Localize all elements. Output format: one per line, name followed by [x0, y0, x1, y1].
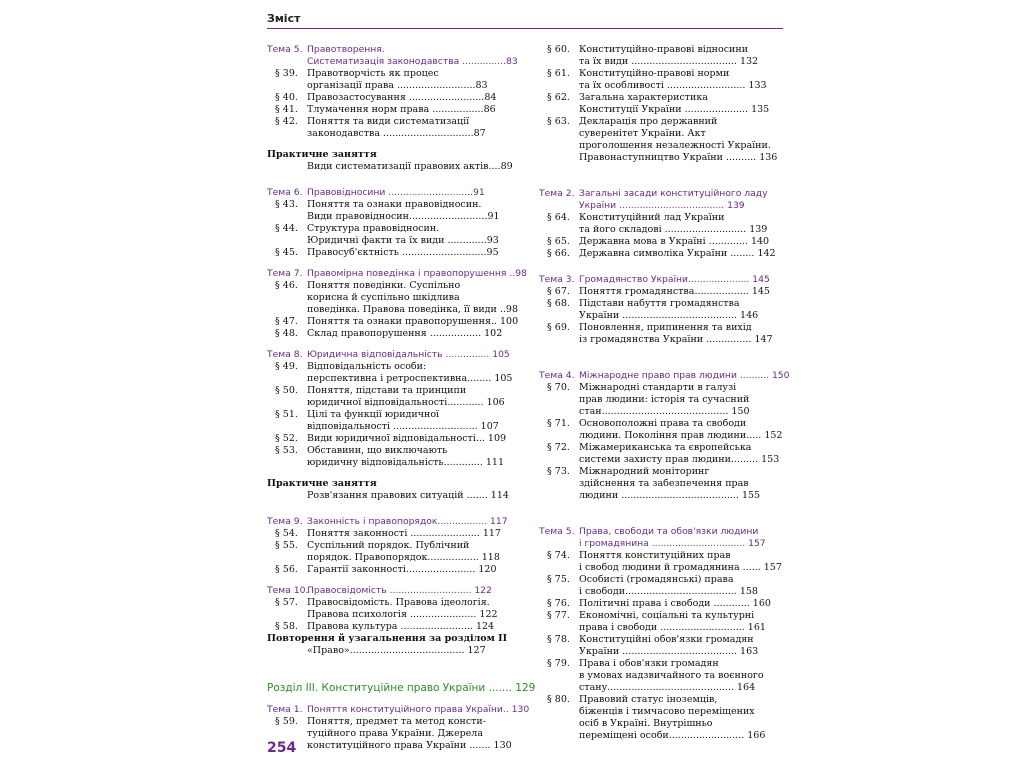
toc-section: [267, 621, 512, 633]
section-number: § 61.: [547, 68, 570, 79]
toc-section-continued: в умовах надзвичайного та воєнного: [579, 670, 764, 681]
toc-section-continued: Правова психологія ...................... 122: [307, 609, 498, 620]
section-title: Правовий статус іноземців,: [579, 694, 718, 705]
section-number-cell: [539, 466, 579, 478]
toc-section: [267, 564, 512, 576]
toc-section: [539, 634, 784, 646]
toc-section-continued: із громадянства України ............... 147: [579, 334, 773, 345]
toc-section: [539, 694, 784, 706]
section-number: § 75.: [547, 574, 570, 585]
section-number-cell: [267, 104, 307, 116]
toc-section-continued: системи захисту прав людини......... 153: [579, 454, 780, 465]
toc-section-continued: та їх особливості .......................... 133: [579, 80, 767, 91]
toc-topic: [267, 704, 530, 716]
section-title: Права і обов'язки громадян: [579, 658, 719, 669]
toc-section: [539, 92, 784, 104]
section-title: Поняття та види систематизації: [307, 116, 470, 127]
section-title: Поняття та ознаки правопорушення.. 100: [307, 316, 519, 327]
spacer: [267, 657, 512, 681]
section-number: § 71.: [547, 418, 570, 429]
toc-section: [539, 286, 784, 298]
section-number: § 44.: [275, 223, 298, 234]
toc-section-continued: біженців і тимчасово переміщених: [579, 706, 755, 717]
section-number: § 50.: [275, 385, 298, 396]
section-number-cell: [539, 212, 579, 224]
toc-section-continued: Юридичні факти та їх види .............93: [307, 235, 499, 246]
topic-number: Тема 10.: [267, 585, 309, 596]
toc-section-continued: конституційного права України ....... 130: [307, 740, 512, 751]
topic-number: Тема 5.: [267, 44, 303, 55]
section-title: Поняття громадянства.................. 145: [579, 286, 770, 297]
section-number: § 52.: [275, 433, 298, 444]
toc-topic: [539, 370, 790, 382]
section-title: Конституційний лад України: [579, 212, 725, 223]
section-number-cell: [267, 116, 307, 128]
topic-title: Права, свободи та обов'язки людини: [579, 526, 759, 537]
toc-topic-continued: України .................................... 139: [579, 200, 745, 211]
section-number: § 64.: [547, 212, 570, 223]
section-title: Підстави набуття громадянства: [579, 298, 740, 309]
section-number-cell: [267, 621, 307, 633]
toc-practical-title: Види систематизації правових актів....89: [307, 161, 513, 172]
spacer: [267, 140, 512, 149]
toc-section: [267, 409, 512, 421]
section-number-cell: [267, 328, 307, 340]
toc-section-continued: та їх види ................................... 132: [579, 56, 759, 67]
section-title: Суспільний порядок. Публічний: [307, 540, 470, 551]
section-number-cell: [539, 116, 579, 128]
section-number: § 39.: [275, 68, 298, 79]
toc-section-continued: туційного права України. Джерела: [307, 728, 483, 739]
toc-section: [267, 328, 512, 340]
section-number: § 42.: [275, 116, 298, 127]
section-title: Поняття та ознаки правовідносин.: [307, 199, 482, 210]
toc-section-continued: прав людини: історія та сучасний: [579, 394, 750, 405]
topic-title: Законність і правопорядок................. 117: [307, 516, 508, 527]
section-number-cell: [539, 658, 579, 670]
section-title: Поновлення, припинення та вихід: [579, 322, 752, 333]
toc-column-right: [539, 44, 790, 742]
spacer: [267, 469, 512, 478]
header-rule: [267, 28, 783, 29]
section-number-cell: [539, 68, 579, 80]
section-number: § 49.: [275, 361, 298, 372]
section-number-cell: [539, 92, 579, 104]
section-number: § 73.: [547, 466, 570, 477]
section-number: § 80.: [547, 694, 570, 705]
spacer: [267, 340, 512, 349]
toc-section: [539, 298, 784, 310]
toc-section-continued: юридичної відповідальності............ 106: [307, 397, 505, 408]
section-number-cell: [267, 597, 307, 609]
section-title: Міжамериканська та європейська: [579, 442, 752, 453]
spacer: [539, 502, 784, 526]
section-title: Поняття конституційних прав: [579, 550, 731, 561]
toc-section: [267, 716, 512, 728]
toc-section: [267, 247, 512, 259]
toc-practical: Практичне заняття: [267, 149, 377, 160]
toc-topic: [267, 516, 512, 528]
toc-section: [539, 382, 784, 394]
section-number: § 65.: [547, 236, 570, 247]
section-number-cell: [539, 574, 579, 586]
toc-section-continued: і свободи..................................... 158: [579, 586, 758, 597]
toc-section-continued: права і свободи ............................ 161: [579, 622, 766, 633]
toc-section-continued: та його складові ........................... 139: [579, 224, 768, 235]
spacer: [539, 164, 784, 188]
section-title: Тлумачення норм права .................86: [307, 104, 496, 115]
toc-section-continued: України ...................................... 146: [579, 310, 759, 321]
section-title: Цілі та функції юридичної: [307, 409, 440, 420]
toc-section: [539, 44, 784, 56]
section-title: Правова культура ........................ 124: [307, 621, 495, 632]
toc-section: [539, 212, 784, 224]
section-title: Поняття, предмет та метод консти-: [307, 716, 486, 727]
toc-section-continued: проголошення незалежності України.: [579, 140, 771, 151]
section-number-cell: [267, 433, 307, 445]
section-number-cell: [539, 248, 579, 260]
section-title: Політичні права і свободи ............ 160: [579, 598, 771, 609]
toc-section-continued: юридичну відповідальність............. 111: [307, 457, 505, 468]
section-number: § 47.: [275, 316, 298, 327]
toc-topic-continued: Систематизація законодавства ...............83: [307, 56, 518, 67]
section-title: Поняття законності ....................... 117: [307, 528, 501, 539]
section-number: § 63.: [547, 116, 570, 127]
toc-section: [267, 199, 512, 211]
section-number: § 70.: [547, 382, 570, 393]
section-number-cell: [539, 418, 579, 430]
toc-section: [539, 658, 784, 670]
topic-number: Тема 7.: [267, 268, 303, 279]
toc-topic: [267, 187, 512, 199]
toc-section: [539, 610, 784, 622]
toc-section-continued: корисна й суспільно шкідлива: [307, 292, 460, 303]
spacer: [539, 346, 784, 370]
toc-section-continued: стан.......................................... 150: [579, 406, 750, 417]
topic-title: Громадянство України..................... 145: [579, 274, 770, 285]
section-number-cell: [267, 316, 307, 328]
toc-practical: Практичне заняття: [267, 478, 377, 489]
spacer: [539, 260, 784, 274]
toc-section: [539, 442, 784, 454]
toc-section: [267, 361, 512, 373]
toc-section-continued: стану.......................................... 164: [579, 682, 756, 693]
spacer: [267, 173, 512, 187]
toc-section-continued: Конституції України ..................... 135: [579, 104, 770, 115]
section-number-cell: [267, 247, 307, 259]
toc-section-continued: відповідальності ............................ 107: [307, 421, 499, 432]
section-number: § 72.: [547, 442, 570, 453]
section-number: § 58.: [275, 621, 298, 632]
spacer: [267, 502, 512, 516]
section-number-cell: [539, 598, 579, 610]
section-title: Економічні, соціальні та культурні: [579, 610, 755, 621]
section-number-cell: [267, 564, 307, 576]
toc-section-continued: і свобод людини й громадянина ...... 157: [579, 562, 782, 573]
toc-section: [267, 223, 512, 235]
section-title: Поняття, підстави та принципи: [307, 385, 467, 396]
section-title: Загальна характеристика: [579, 92, 708, 103]
toc-section: [539, 68, 784, 80]
section-number: § 74.: [547, 550, 570, 561]
section-number-cell: [539, 382, 579, 394]
section-number: § 54.: [275, 528, 298, 539]
section-number: § 41.: [275, 104, 298, 115]
toc-section-continued: людини ....................................... 155: [579, 490, 761, 501]
toc-section: [267, 445, 512, 457]
section-number-cell: [267, 223, 307, 235]
toc-section: [267, 316, 519, 328]
topic-title: Правосвідомість ............................ 122: [307, 585, 492, 596]
section-title: Правотворчість як процес: [307, 68, 439, 79]
toc-topic: [267, 268, 527, 280]
toc-section: [539, 466, 784, 478]
section-number-cell: [539, 694, 579, 706]
toc-section: [267, 280, 512, 292]
spacer: [267, 259, 512, 268]
toc-section: [539, 322, 784, 334]
section-title: Конституційно-правові відносини: [579, 44, 749, 55]
section-number-cell: [267, 716, 307, 728]
section-number-cell: [267, 540, 307, 552]
topic-title: Юридична відповідальність ............... 105: [307, 349, 510, 360]
toc-section: [539, 418, 784, 430]
toc-section: [539, 574, 784, 586]
toc-practical: Повторення й узагальнення за розділом II: [267, 633, 508, 644]
section-title: Державна символіка України ........ 142: [579, 248, 776, 259]
topic-number: Тема 3.: [539, 274, 575, 285]
toc-section-continued: Види правовідносин..........................91: [307, 211, 500, 222]
section-number-cell: [539, 322, 579, 334]
toc-section-continued: порядок. Правопорядок................. 118: [307, 552, 500, 563]
section-number-cell: [267, 280, 307, 292]
section-title: Міжнародні стандарти в галузі: [579, 382, 737, 393]
topic-number: Тема 8.: [267, 349, 303, 360]
section-title: Гарантії законності....................... 120: [307, 564, 497, 575]
section-number-cell: [539, 44, 579, 56]
toc-section: [539, 598, 784, 610]
toc-section-continued: суверенітет України. Акт: [579, 128, 706, 139]
toc-topic: [539, 526, 784, 538]
toc-topic: [267, 349, 512, 361]
toc-section: [539, 248, 784, 260]
section-number: § 53.: [275, 445, 298, 456]
toc-section: [267, 597, 512, 609]
section-number-cell: [539, 550, 579, 562]
section-number: § 45.: [275, 247, 298, 258]
topic-title: Загальні засади конституційного ладу: [579, 188, 768, 199]
toc-section: [267, 528, 512, 540]
toc-section: [267, 68, 512, 80]
section-number: § 67.: [547, 286, 570, 297]
toc-topic: [539, 274, 784, 286]
toc-section: [539, 236, 784, 248]
toc-section-continued: перспективна і ретроспективна........ 105: [307, 373, 513, 384]
section-number: § 59.: [275, 716, 298, 727]
page-header: Зміст: [267, 12, 301, 25]
section-number-cell: [539, 236, 579, 248]
spacer: [267, 576, 512, 585]
section-number: § 48.: [275, 328, 298, 339]
section-number-cell: [539, 610, 579, 622]
section-number: § 57.: [275, 597, 298, 608]
section-number-cell: [267, 199, 307, 211]
topic-title: Міжнародне право прав людини .......... 150: [579, 370, 790, 381]
toc-section-continued: поведінка. Правова поведінка, її види ..98: [307, 304, 518, 315]
section-number-cell: [267, 92, 307, 104]
topic-number: Тема 1.: [267, 704, 303, 715]
section-number: § 46.: [275, 280, 298, 291]
section-number: § 69.: [547, 322, 570, 333]
section-title: Міжнародний моніторинг: [579, 466, 710, 477]
section-number: § 55.: [275, 540, 298, 551]
toc-section: [267, 116, 512, 128]
section-title: Особисті (громадянські) права: [579, 574, 734, 585]
section-title: Структура правовідносин.: [307, 223, 440, 234]
toc-topic: [267, 44, 512, 56]
section-title: Правосвідомість. Правова ідеологія.: [307, 597, 490, 608]
toc-section-continued: України ...................................... 163: [579, 646, 759, 657]
topic-number: Тема 5.: [539, 526, 575, 537]
toc-section: [267, 540, 512, 552]
toc-section-continued: Правонаступництво України .......... 136: [579, 152, 778, 163]
section-number: § 77.: [547, 610, 570, 621]
section-title: Види юридичної відповідальності... 109: [307, 433, 507, 444]
section-number: § 56.: [275, 564, 298, 575]
section-number-cell: [267, 445, 307, 457]
section-number-cell: [267, 68, 307, 80]
section-number-cell: [539, 286, 579, 298]
section-title: Декларація про державний: [579, 116, 718, 127]
toc-topic: [539, 188, 784, 200]
section-number: § 68.: [547, 298, 570, 309]
section-title: Склад правопорушення ................. 102: [307, 328, 503, 339]
spacer: [267, 695, 512, 704]
section-number-cell: [267, 385, 307, 397]
section-number-cell: [539, 634, 579, 646]
section-title: Основоположні права та свободи: [579, 418, 747, 429]
section-number-cell: [267, 361, 307, 373]
section-number: § 78.: [547, 634, 570, 645]
section-title: Правозастосування .........................84: [307, 92, 497, 103]
toc-section: [267, 385, 512, 397]
toc-topic-continued: і громадянина ................................ 157: [579, 538, 766, 549]
section-title: Правосуб'єктність ............................95: [307, 247, 499, 258]
toc-column-left: [267, 44, 536, 752]
section-title: Поняття поведінки. Суспільно: [307, 280, 461, 291]
topic-title: Правовідносини .............................91: [307, 187, 485, 198]
section-number: § 76.: [547, 598, 570, 609]
toc-part-heading: Розділ III. Конституційне право України ....... 129: [267, 682, 536, 694]
topic-title: Правомірна поведінка і правопорушення ..98: [307, 268, 527, 279]
section-title: Обставини, що виключають: [307, 445, 448, 456]
toc-topic: [267, 585, 512, 597]
section-number-cell: [267, 528, 307, 540]
toc-section-continued: осіб в Україні. Внутрішньо: [579, 718, 713, 729]
toc-section-continued: організації права ..........................83: [307, 80, 488, 91]
toc-section: [267, 104, 512, 116]
section-number: § 40.: [275, 92, 298, 103]
toc-section: [267, 433, 512, 445]
topic-number: Тема 4.: [539, 370, 575, 381]
section-title: Конституційно-правові норми: [579, 68, 730, 79]
section-number: § 66.: [547, 248, 570, 259]
section-number: § 62.: [547, 92, 570, 103]
toc-section: [539, 550, 784, 562]
toc-section: [539, 116, 784, 128]
toc-section-continued: людини. Покоління прав людини..... 152: [579, 430, 783, 441]
toc-section-continued: законодавства ..............................87: [307, 128, 486, 139]
section-number-cell: [267, 409, 307, 421]
topic-number: Тема 9.: [267, 516, 303, 527]
toc-practical-title: Розв'язання правових ситуацій ....... 114: [307, 490, 509, 501]
section-number: § 79.: [547, 658, 570, 669]
toc-section: [267, 92, 512, 104]
section-number-cell: [539, 442, 579, 454]
topic-number: Тема 6.: [267, 187, 303, 198]
section-title: Державна мова в Україні ............. 140: [579, 236, 770, 247]
section-number: § 43.: [275, 199, 298, 210]
topic-number: Тема 2.: [539, 188, 575, 199]
section-title: Відповідальність особи:: [307, 361, 427, 372]
page-number: 254: [267, 740, 297, 756]
section-number: § 60.: [547, 44, 570, 55]
section-title: Конституційні обов'язки громадян: [579, 634, 754, 645]
section-number: § 51.: [275, 409, 298, 420]
toc-section-continued: здійснення та забезпечення прав: [579, 478, 749, 489]
toc-section-continued: переміщені особи......................... 166: [579, 730, 766, 741]
section-number-cell: [539, 298, 579, 310]
topic-title: Поняття конституційного права України.. 130: [307, 704, 530, 715]
topic-title: Правотворення.: [307, 44, 385, 55]
toc-practical-title: «Право»...................................... 127: [307, 645, 486, 656]
